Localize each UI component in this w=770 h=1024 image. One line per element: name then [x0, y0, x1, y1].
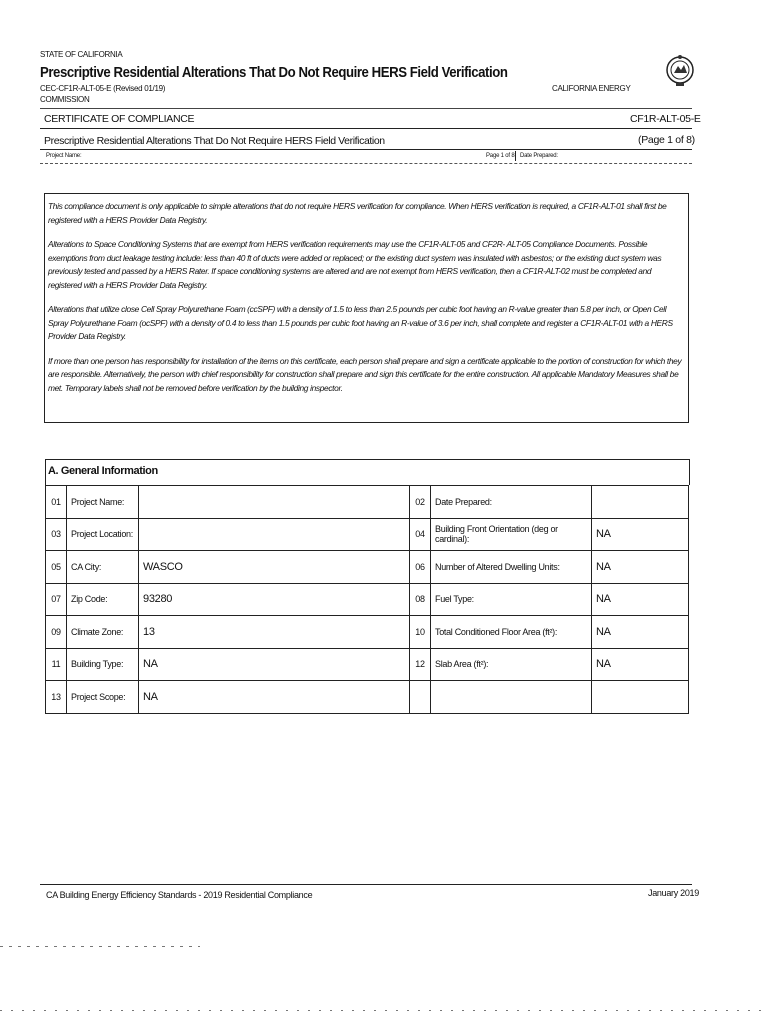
field-value — [139, 486, 410, 519]
section-title: A. General Information — [48, 465, 158, 477]
commission-label: COMMISSION — [40, 95, 90, 104]
note-paragraph: This compliance document is only applicable to simple alterations that do not require HERS verification for compliance. When HERS verification is required, a CF1R-ALT-01 shall first be registered with a HERS Provider Data Registry. — [48, 201, 667, 225]
table-row — [46, 648, 689, 681]
form-code: CEC-CF1R-ALT-05-E (Revised 01/19) — [40, 84, 166, 93]
form-id: CF1R-ALT-05-E — [630, 113, 701, 125]
note-paragraph: Alterations to Space Conditioning Systems that are exempt from HERS verification requirements may use the CF1R-ALT-05 and CF2R- ALT-05 Compliance Documents. Possible exemptions from duct leakage testing include: less than 40 ft of ducts were added or replaced; or the existing duct system was insulated with asbestos; or the existing duct system was previously tested and passed by a HERS Rater. If space conditioning systems are altered and are not exempt from HERS verification, then a CF1R-ALT-02 must be completed and registered with a HERS Provider Data Registry. — [48, 239, 662, 290]
field-number: 11 — [46, 648, 67, 681]
document-title: Prescriptive Residential Alterations That Do Not Require HERS Field Verification — [40, 64, 508, 81]
field-value: NA — [139, 681, 410, 714]
note-paragraph: Alterations that utilize close Cell Spray Polyurethane Foam (ccSPF) with a density of 1.5 to less than 2.5 pounds per cubic foot having an R-value greater than 5.8 per inch, or Open Cell Spray Polyurethane Foam (ocSPF) with a density of 0.4 to less than 1.5 pounds per cubic foot having an R-value of 3.6 per inch, shall complete and register a CF1R-ALT-01 with a HERS Provider Data Registry. — [48, 304, 673, 341]
field-label: Climate Zone: — [67, 616, 139, 649]
field-number: 08 — [410, 583, 431, 616]
state-seal-icon — [665, 54, 695, 88]
field-number: 06 — [410, 551, 431, 584]
scan-artifact — [0, 946, 200, 947]
field-label: Building Type: — [67, 648, 139, 681]
field-number: 07 — [46, 583, 67, 616]
field-value: 93280 — [139, 583, 410, 616]
field-value: NA — [139, 648, 410, 681]
scan-artifact — [0, 1010, 770, 1011]
field-label: Total Conditioned Floor Area (ft²): — [431, 616, 592, 649]
field-value: 13 — [139, 616, 410, 649]
table-row — [46, 616, 689, 649]
general-info-table — [45, 485, 689, 714]
table-row — [46, 583, 689, 616]
divider — [515, 151, 516, 161]
field-label: Slab Area (ft²): — [431, 648, 592, 681]
divider — [44, 193, 45, 423]
field-value — [592, 681, 689, 714]
divider — [689, 459, 690, 485]
field-label: Date Prepared: — [431, 486, 592, 519]
field-value — [592, 486, 689, 519]
divider — [45, 459, 46, 485]
field-number: 10 — [410, 616, 431, 649]
page-of-label: Page 1 of 8 — [486, 153, 515, 159]
divider — [40, 149, 692, 150]
state-label: STATE OF CALIFORNIA — [40, 50, 123, 59]
date-prepared-label: Date Prepared: — [520, 153, 558, 159]
project-name-label: Project Name: — [46, 153, 82, 159]
divider — [44, 422, 688, 423]
field-number: 05 — [46, 551, 67, 584]
divider — [40, 163, 692, 164]
field-value: NA — [592, 551, 689, 584]
divider — [40, 884, 692, 885]
field-number: 09 — [46, 616, 67, 649]
agency-label: CALIFORNIA ENERGY — [552, 84, 631, 93]
field-number: 04 — [410, 518, 431, 551]
field-number: 01 — [46, 486, 67, 519]
footer-standards: CA Building Energy Efficiency Standards - 2019 Residential Compliance — [46, 890, 313, 900]
field-label: Project Location: — [67, 518, 139, 551]
field-number: 12 — [410, 648, 431, 681]
field-label — [431, 681, 592, 714]
divider — [45, 459, 689, 460]
field-label: Project Scope: — [67, 681, 139, 714]
field-label: Project Name: — [67, 486, 139, 519]
field-value: NA — [592, 518, 689, 551]
field-label: Number of Altered Dwelling Units: — [431, 551, 592, 584]
field-label: Zip Code: — [67, 583, 139, 616]
certificate-label: CERTIFICATE OF COMPLIANCE — [44, 113, 195, 125]
field-value: NA — [592, 616, 689, 649]
divider — [688, 193, 689, 423]
table-row — [46, 486, 689, 519]
field-value: WASCO — [139, 551, 410, 584]
field-value: NA — [592, 583, 689, 616]
field-label: Fuel Type: — [431, 583, 592, 616]
table-row — [46, 518, 689, 551]
field-value: NA — [592, 648, 689, 681]
field-label: CA City: — [67, 551, 139, 584]
field-number — [410, 681, 431, 714]
field-number: 13 — [46, 681, 67, 714]
field-number: 03 — [46, 518, 67, 551]
divider — [40, 108, 692, 109]
field-value — [139, 518, 410, 551]
page-indicator: (Page 1 of 8) — [638, 134, 695, 146]
field-number: 02 — [410, 486, 431, 519]
divider — [44, 193, 688, 194]
instructions-notes — [48, 200, 686, 406]
field-label: Building Front Orientation (deg or cardinal): — [431, 518, 592, 551]
table-row — [46, 681, 689, 714]
table-row — [46, 551, 689, 584]
footer-date: January 2019 — [648, 888, 699, 898]
note-paragraph: If more than one person has responsibility for installation of the items on this certificate, each person shall prepare and sign a certificate applicable to the portion of construction for which they are responsible. Alternatively, the person with chief responsibility for construction shall prepare and sign this certificate for the entire construction. All applicable Mandatory Measures shall be met. Temporary labels shall not be removed before verification by the building inspector. — [48, 355, 682, 393]
divider — [40, 128, 692, 129]
certificate-subtitle: Prescriptive Residential Alterations That Do Not Require HERS Field Verification — [44, 135, 385, 147]
